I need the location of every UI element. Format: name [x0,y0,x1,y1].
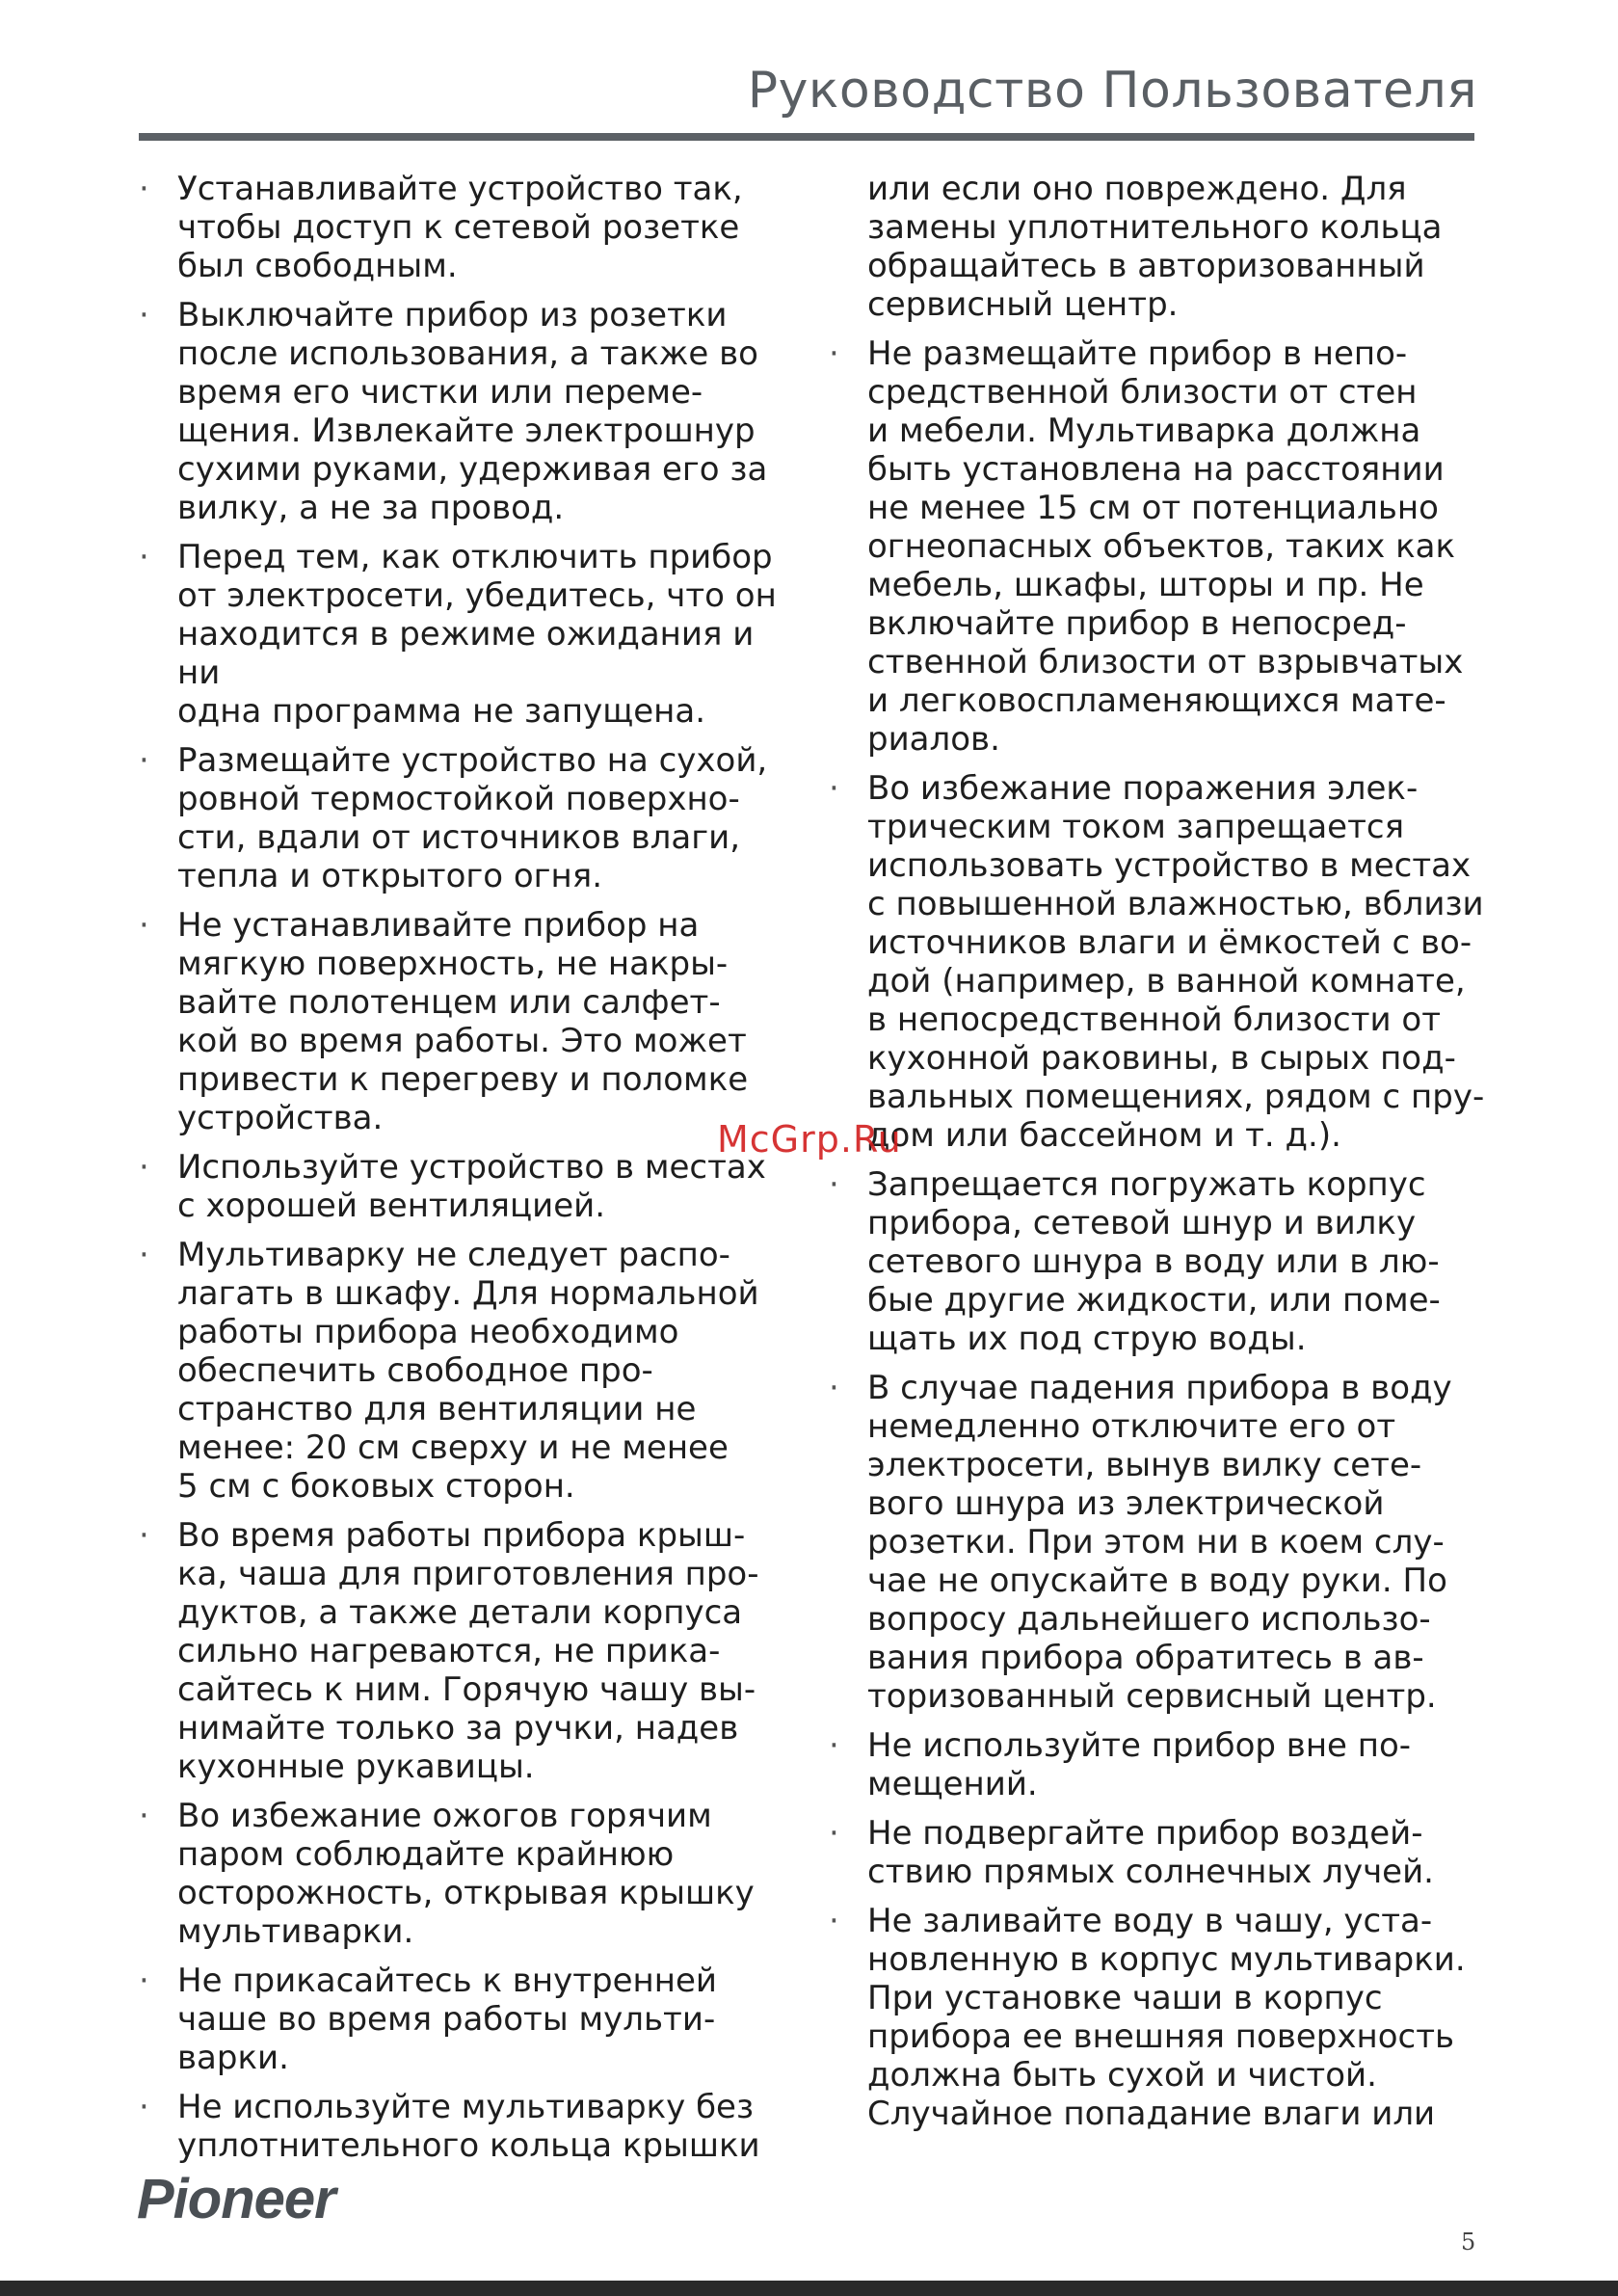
list-item-text: или если оно повреждено. Для замены уплотнительного кольца обращайтесь в авторизованный сервисный центр. [867,170,1443,324]
bullet-icon: · [139,2088,149,2126]
bullet-icon: · [829,1369,839,1407]
list-item [139,906,804,1137]
bullet-icon: · [829,1165,839,1204]
left-column [139,170,804,2176]
list-item [139,1962,804,2077]
bullet-icon: · [829,1726,839,1765]
bullet-icon: · [139,1962,149,2000]
right-column [829,170,1494,2144]
brand-logo: Pioneer [137,2168,335,2230]
list-item [139,296,804,527]
bullet-icon: · [829,1902,839,1940]
bullet-icon: · [829,334,839,373]
list-item-text: Используйте устройство в местах с хорошей вентиляцией. [177,1148,766,1225]
list-item-text: Не устанавливайте прибор на мягкую поверхность, не накры- вайте полотенцем или салфет- кой во время работы. Это может привести к перегреву и поломке устройства. [177,906,749,1137]
list-item [829,769,1494,1155]
list-item [139,538,804,731]
list-item [139,1236,804,1506]
list-item [829,1726,1494,1803]
bullet-icon: · [139,1516,149,1555]
bullet-icon: · [139,741,149,780]
list-item-text: Не заливайте воду в чашу, уста- новленную в корпус мультиварки. При установке чаши в корпус прибора ее внешняя поверхность должна быть сухой и чистой. Случайное попадание влаги или [867,1902,1466,2133]
page-number: 5 [1461,2229,1476,2256]
bullet-icon: · [139,1236,149,1274]
list-item-text: Не размещайте прибор в непо- средственной близости от стен и мебели. Мультиварка должна быть установлена на расстоянии не менее 15 см от потенциально огнеопасных объектов, таких как мебель, шкафы, шторы и пр. Не включайте прибор в непосред- ственной близости от взрывчатых и легковоспламеняющихся мате- риалов. [867,334,1464,759]
bullet-icon: · [829,769,839,808]
bullet-icon: · [139,296,149,334]
watermark: McGrp.Ru [717,1118,902,1161]
list-item [139,1797,804,1951]
list-item-text: В случае падения прибора в воду немедленно отключите его от электросети, вынув вилку сете- вого шнура из электрической розетки. При этом ни в коем слу- чае не опускайте в воду руки. По вопросу дальнейшего использо- вания прибора обратитесь в ав- торизованный сервисный центр. [867,1369,1452,1716]
list-item-text: Выключайте прибор из розетки после использования, а также во время его чистки или переме- щения. Извлекайте электрошнур сухими руками, удерживая его за вилку, а не за провод. [177,296,768,527]
list-item-text: Перед тем, как отключить прибор от электросети, убедитесь, что он находится в режиме ожидания и ни одна программа не запущена. [177,538,777,731]
list-item [139,741,804,895]
list-item-text: Не прикасайтесь к внутренней чаше во время работы мульти- варки. [177,1962,717,2077]
bullet-icon: · [139,906,149,945]
list-item-text: Не подвергайте прибор воздей- ствию прямых солнечных лучей. [867,1814,1434,1891]
list-item [139,1148,804,1225]
page-header-title: Руководство Пользователя [747,62,1477,120]
list-item [139,170,804,285]
list-item-text: Размещайте устройство на сухой, ровной термостойкой поверхно- сти, вдали от источников влаги, тепла и открытого огня. [177,741,768,895]
bullet-icon: · [139,170,149,208]
list-item [829,1902,1494,2133]
list-item-text: Не используйте мультиварку без уплотнительного кольца крышки [177,2088,760,2165]
bullet-icon: · [829,1814,839,1853]
list-item-text: Запрещается погружать корпус прибора, сетевой шнур и вилку сетевого шнура в воду или в лю- бые другие жидкости, или поме- щать их под струю воды. [867,1165,1441,1358]
header-divider [139,133,1474,141]
list-item [829,334,1494,759]
list-item [829,1165,1494,1358]
list-item-text: Устанавливайте устройство так, чтобы доступ к сетевой розетке был свободным. [177,170,743,285]
bottom-edge-bar [0,2281,1618,2296]
list-item-text: Не используйте прибор вне по- мещений. [867,1726,1412,1803]
list-item [139,2088,804,2165]
list-item-text: Во время работы прибора крыш- ка, чаша для приготовления про- дуктов, а также детали корпуса сильно нагреваются, не прика- сайтесь к ним. Горячую чашу вы- нимайте только за ручки, надев кухонные рукавицы. [177,1516,759,1786]
bullet-icon: · [139,538,149,576]
list-item [139,1516,804,1786]
list-item [829,1814,1494,1891]
list-item [829,1369,1494,1716]
list-item-text: Мультиварку не следует распо- лагать в шкафу. Для нормальной работы прибора необходимо обеспечить свободное про- странство для вентиляции не менее: 20 см сверху и не менее 5 см с боковых сторон. [177,1236,759,1506]
bullet-icon: · [139,1797,149,1835]
list-item-continuation [829,170,1494,324]
list-item-text: Во избежание поражения элек- трическим током запрещается использовать устройство в местах с повышенной влажностью, вблизи источников влаги и ёмкостей с во- дой (например, в ванной комнате, в непосредственной близости от кухонной раковины, в сырых под- вальных помещениях, рядом с пру- дом или бассейном и т. д.). [867,769,1485,1155]
bullet-icon: · [139,1148,149,1187]
list-item-text: Во избежание ожогов горячим паром соблюдайте крайнюю осторожность, открывая крышку мультиварки. [177,1797,755,1951]
